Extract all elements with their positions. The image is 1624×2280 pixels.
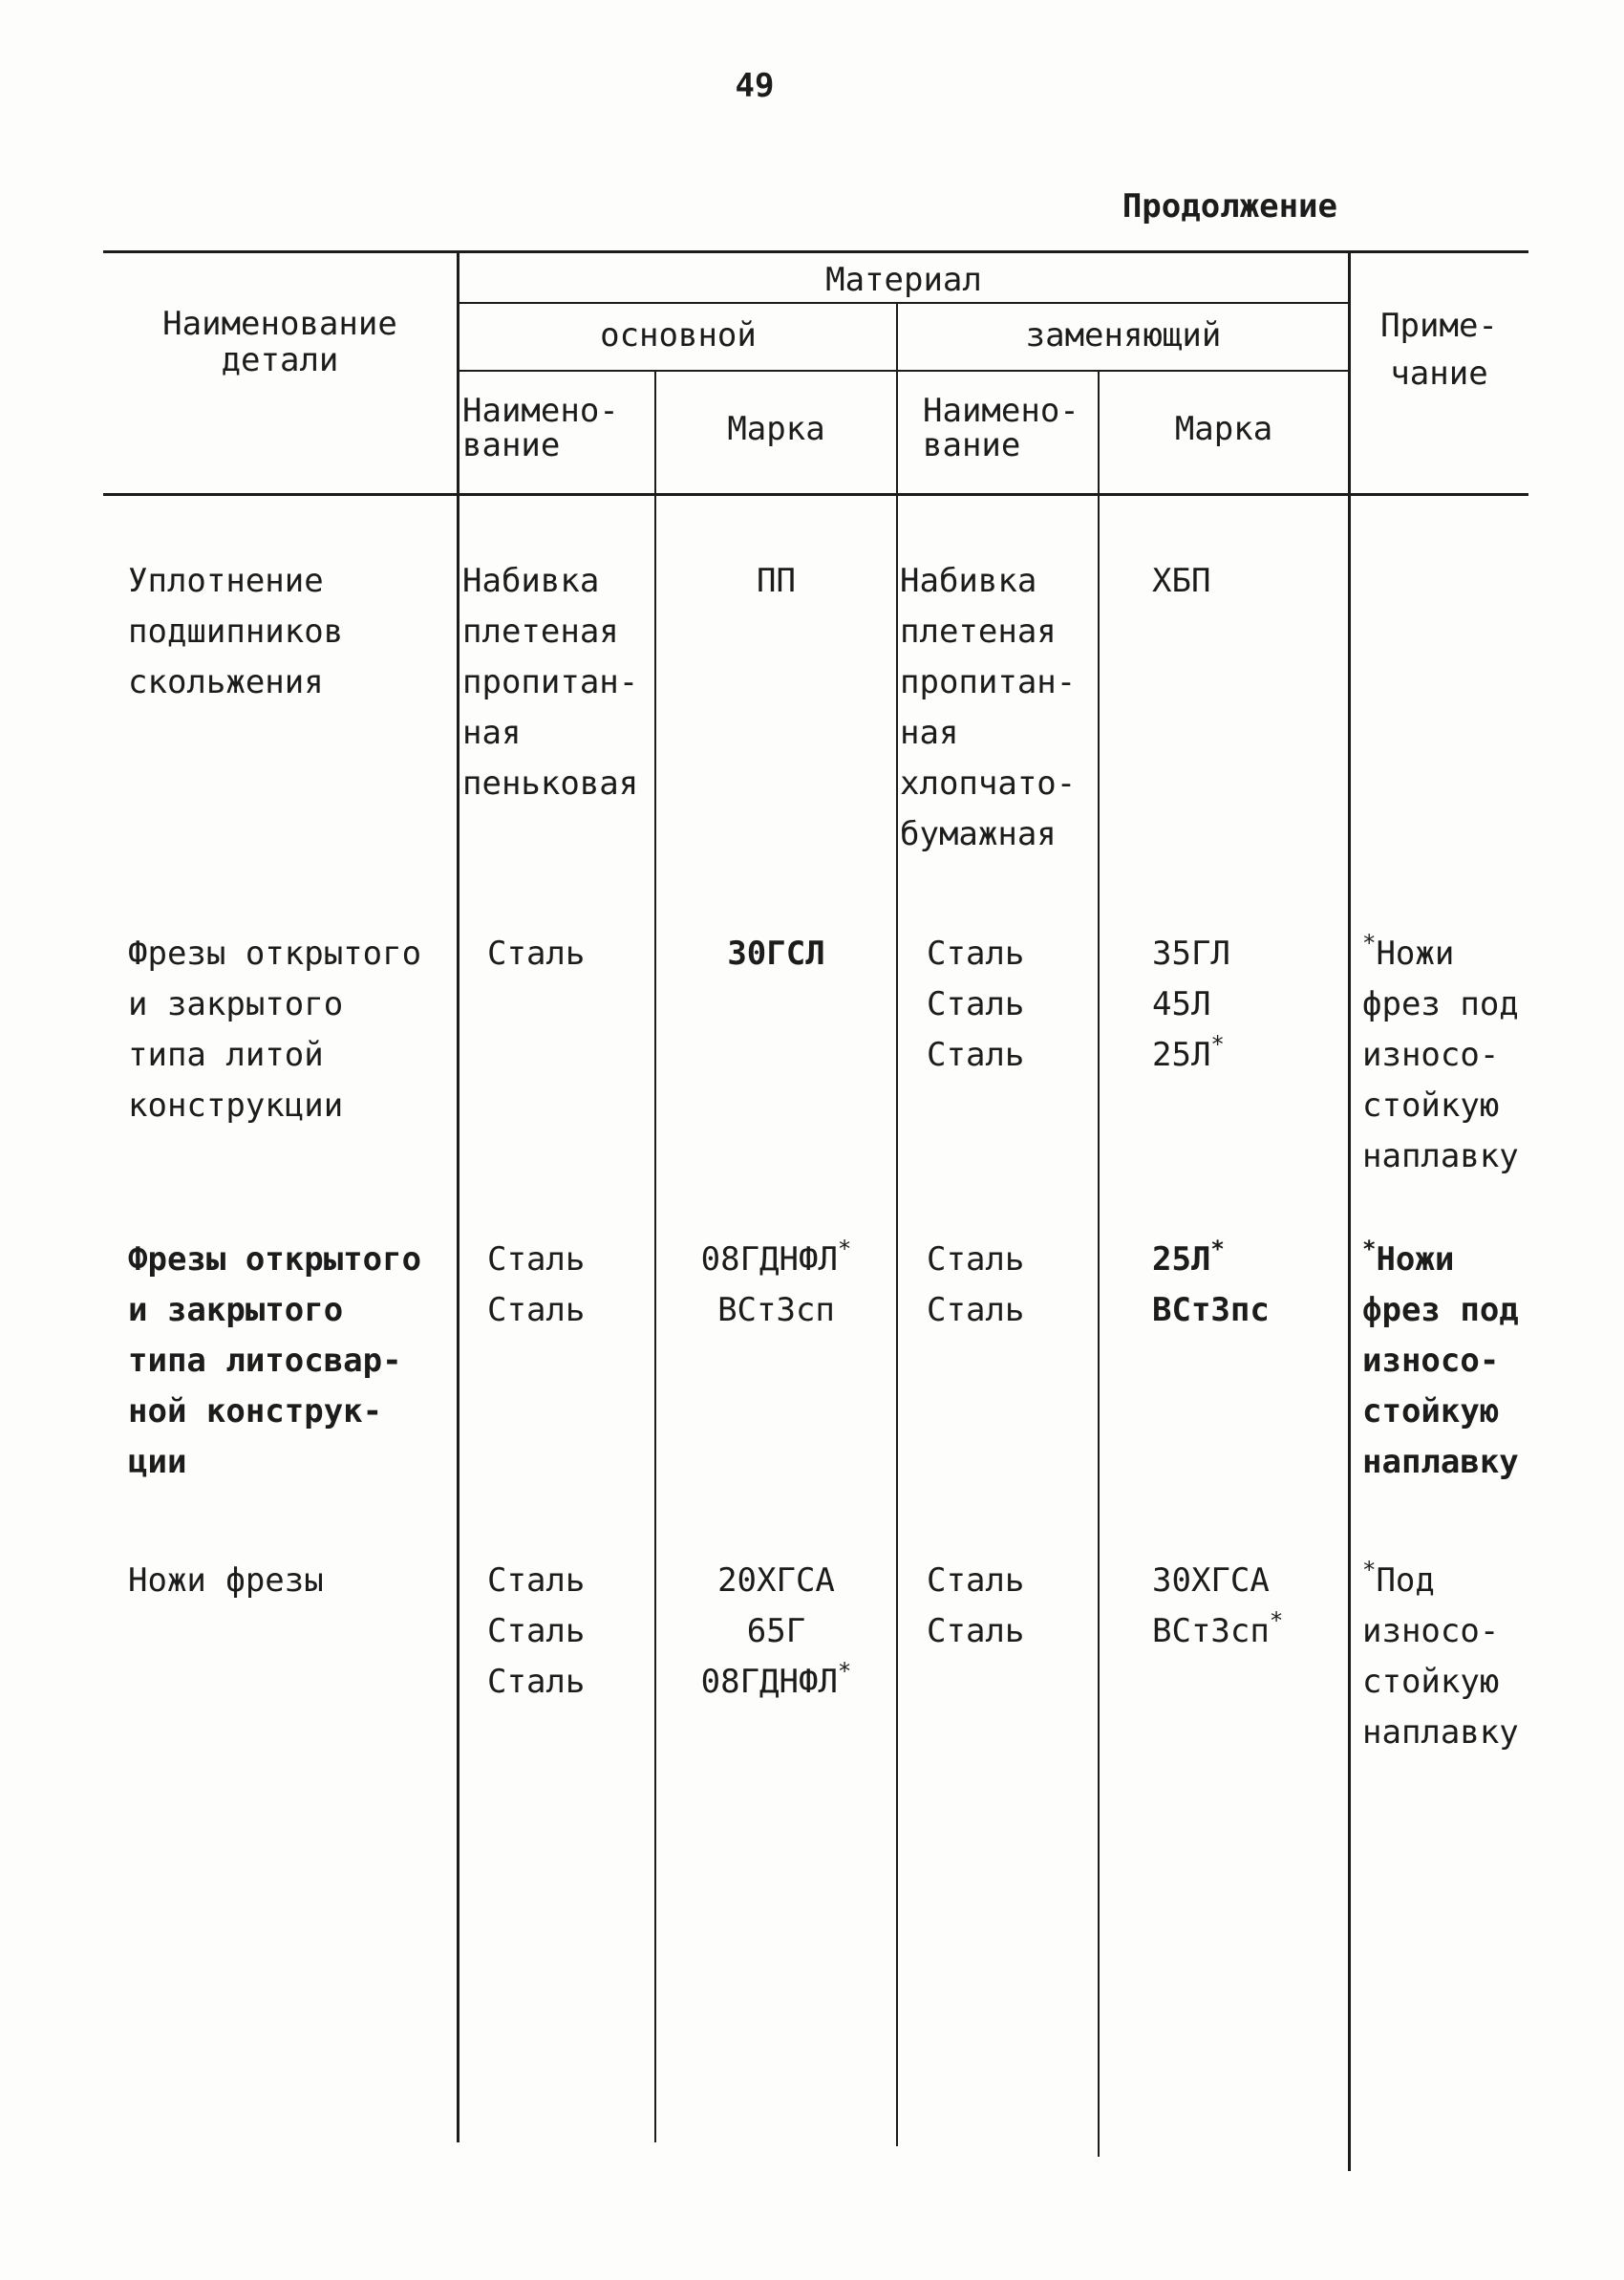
footnote-asterisk: * xyxy=(1269,1607,1284,1634)
main-sub-rule xyxy=(459,370,1349,372)
row3-main-grade: 08ГДНФЛ* ВСт3сп xyxy=(700,1236,852,1329)
header-main: основной xyxy=(600,316,757,355)
row1-main-grade: ПП xyxy=(757,562,796,600)
row2-sub-grade: 35ГЛ 45Л 25Л* xyxy=(1152,935,1230,1074)
footnote-asterisk: * xyxy=(1362,1236,1377,1262)
header-main-name: Наимено- вание xyxy=(462,392,619,464)
row2-note: *Ножи фрез под износо- стойкую наплавку xyxy=(1362,930,1519,1175)
footnote-asterisk: * xyxy=(1210,1236,1225,1262)
row1-main-name: Набивка плетеная пропитан- ная пеньковая xyxy=(462,562,639,803)
row4-sub-grade: 30ХГСА ВСт3сп* xyxy=(1152,1561,1284,1650)
column-divider-3 xyxy=(896,302,898,2146)
header-main-grade: Марка xyxy=(727,410,825,448)
footnote-asterisk: * xyxy=(1362,930,1377,957)
header-material: Материал xyxy=(825,261,982,299)
page-number: 49 xyxy=(735,67,775,105)
footnote-asterisk: * xyxy=(1210,1031,1225,1058)
row3-sub-name: Сталь Сталь xyxy=(927,1240,1025,1329)
row1-sub-grade: ХБП xyxy=(1152,562,1211,600)
header-part-name: Наименование детали xyxy=(162,305,397,379)
row4-main-grade: 20ХГСА 65Г 08ГДНФЛ* xyxy=(700,1561,852,1701)
column-divider-4 xyxy=(1098,370,1100,2157)
continuation-label: Продолжение xyxy=(1122,187,1337,226)
header-substitute: заменяющий xyxy=(1025,316,1222,355)
header-sub-grade: Марка xyxy=(1174,410,1273,448)
row4-note: *Под износо- стойкую наплавку xyxy=(1362,1557,1519,1752)
row4-part: Ножи фрезы xyxy=(128,1561,324,1600)
row3-note: *Ножи фрез под износо- стойкую наплавку xyxy=(1362,1236,1519,1481)
row1-sub-name: Набивка плетеная пропитан- ная хлопчато- бумажная xyxy=(900,562,1077,853)
row3-main-name: Сталь Сталь xyxy=(487,1240,586,1329)
row1-part: Уплотнение подшипников скольжения xyxy=(128,562,344,701)
header-bottom-rule xyxy=(103,493,1528,496)
column-divider-5 xyxy=(1348,250,1351,2171)
row2-part: Фрезы открытого и закрытого типа литой конструкции xyxy=(128,935,422,1125)
header-sub-name: Наимено- вание xyxy=(923,392,1079,464)
material-rule xyxy=(459,302,1349,304)
table-top-rule xyxy=(103,250,1528,253)
footnote-asterisk: * xyxy=(837,1658,852,1685)
row2-sub-name: Сталь Сталь Сталь xyxy=(927,935,1025,1074)
footnote-asterisk: * xyxy=(837,1236,852,1262)
row4-main-name: Сталь Сталь Сталь xyxy=(487,1561,586,1701)
row4-sub-name: Сталь Сталь xyxy=(927,1561,1025,1650)
row2-main-grade: 30ГСЛ xyxy=(727,935,825,973)
column-divider-1 xyxy=(457,250,459,2142)
row3-part: Фрезы открытого и закрытого типа литосвар- ной конструк- ции xyxy=(128,1240,422,1481)
row3-sub-grade: 25Л* ВСт3пс xyxy=(1152,1236,1270,1329)
row2-main-name: Сталь xyxy=(487,935,586,973)
header-note: Приме- чание xyxy=(1380,307,1498,393)
footnote-asterisk: * xyxy=(1362,1557,1377,1583)
